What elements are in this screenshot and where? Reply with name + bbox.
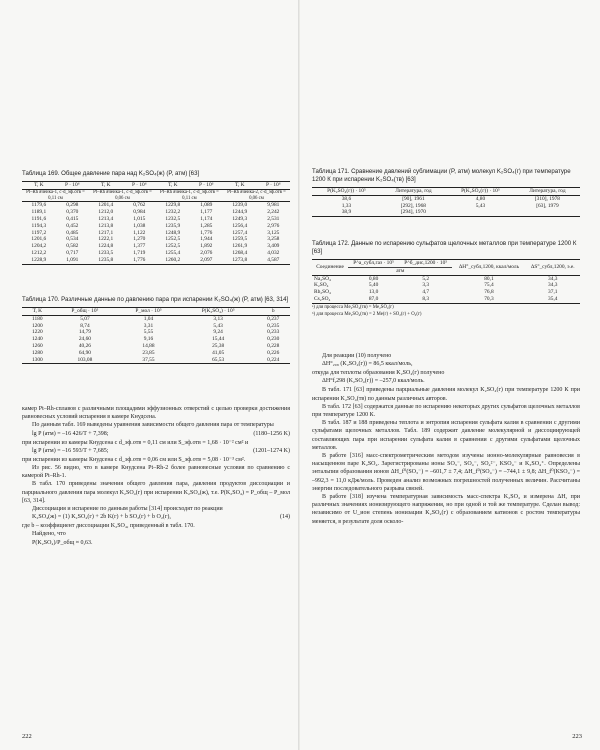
table-cell: 3,258 [267, 236, 280, 243]
equation-lgp-1: lg P (атм) = –16 426/T + 7,398; (1180–1256 K) [32, 430, 290, 437]
table-cell: 8,74 [80, 322, 90, 329]
table-cell: 24,60 [78, 336, 91, 343]
table-cell: 1233,5 [98, 249, 114, 256]
table-cell: K₂SO₄ [314, 282, 329, 289]
table-cell: 1179,6 [31, 202, 47, 209]
table-cell: 2,097 [190, 257, 223, 264]
table-cell: 103,08 [53, 357, 117, 364]
left-paragraph-5: Из рис. 56 видно, что в камере Кнудсена Pt–Rh-2 более равновесные условия по сравнению с камерой Pt–Rh-1. [22, 465, 290, 480]
right-paragraph-3: В табл. 171 [63] приведены парциальные давления молекул K₂SO₄(г) при температуре 1200 К при испарении K₂SO₄(тв) по данным различных авторов. [312, 387, 580, 402]
table-cell: 1,038 [133, 222, 146, 229]
table-170-caption: Таблица 170. Различные данные по давлению пара при испарении K₂SO₄(ж) (P, атм) [63, 314] [22, 296, 289, 303]
table-170-block [22, 296, 290, 364]
left-paragraph-7: Диссоциация и испарение по данным работы [314] происходят по реакции [32, 506, 223, 513]
t172-header-unit: атм [348, 267, 452, 275]
t170-row [22, 336, 290, 343]
t171-row [312, 203, 580, 210]
t170-header-pmol: P_мол · 10⁵ [117, 308, 180, 316]
left-paragraph-4: при испарении из камеры Кнудсена c d_эф.отв = 0,06 см или S_эф.отв = 5,08 · 10⁻³ см². [22, 456, 246, 463]
table-cell: 35,4 [526, 296, 580, 303]
t172-row [312, 275, 580, 282]
t169-col-t-1: T, K [22, 182, 56, 190]
table-cell: 1204,2 [31, 243, 47, 250]
equation-dh-298: ΔH°₂₉₈ (K₂SO₄(г)) = 86,5 ккал/моль, [322, 361, 413, 368]
table-cell: 40,26 [78, 342, 91, 349]
t169-col-t-2: T, K [89, 182, 123, 190]
table-cell [446, 209, 515, 216]
table-cell: 3,125 [267, 229, 280, 236]
table-cell: 1273,8 [223, 257, 257, 264]
page-number-right: 223 [572, 733, 582, 740]
table-cell: 1300 [22, 357, 53, 364]
table-cell: 1222,1 [98, 236, 114, 243]
table-cell: 1229,8 [165, 202, 181, 209]
right-paragraph-5: В табл. 187 и 188 приведены теплота и энтропия испарения сульфата калия в сравнении с другими сульфатами щелочных металлов. Табл. 189 содержит давление молекулярной и диссоциирующей составляющих пара при испарении сульфата калия в сравнении с другими сульфатами щелочных металлов. [312, 420, 580, 451]
t172-row [312, 289, 580, 296]
equation-ratio: P(K₂SO₄)/P_общ ≈ 0,63. [32, 539, 93, 546]
table-cell: 8,3 [399, 296, 452, 303]
table-cell: 87,0 [348, 296, 399, 303]
right-paragraph-1: Для реакции (10) получено [322, 353, 392, 359]
table-cell: 2,976 [267, 222, 280, 229]
t172-header-ds: ΔS°_субл,1200, э.е. [526, 260, 580, 276]
table-cell: 1232,2 [165, 209, 181, 216]
table-cell: 5,43 [213, 322, 223, 329]
t172-header-dh: ΔH°_субл,1200, ккал/моль [452, 260, 525, 276]
table-cell: 1197,2 [31, 229, 47, 236]
table-cell: 1249,3 [232, 215, 248, 222]
table-cell: 0,226 [267, 349, 280, 356]
table-cell: 9,981 [267, 202, 280, 209]
t169-row [22, 216, 290, 223]
equation-lgp-2: lg P (атм) = –16 593/T + 7,685; (1201–1274 K) [32, 447, 290, 454]
table-cell: 76,8 [484, 289, 494, 296]
table-cell: 3,3 [422, 282, 430, 289]
table-cell: 1191,6 [31, 215, 47, 222]
table-cell: 1,04 [143, 315, 154, 322]
table-cell: 25,38 [212, 342, 225, 349]
table-cell: 1,776 [200, 229, 213, 236]
right-paragraph-6: В работе [316] масс-спектрометрическим методом изучены ионно-молекулярные равновесия в насыщенном паре K₂SO₄. Зарегистрированы ионы SO₃⁻, SO₄⁻, SO₄²⁻, KSO₄⁻ и K₃SO₄⁺. Определены энтальпии образования ионов ΔH_f⁰(SO₃⁻) = –601,7 ± 7,4; ΔH_f⁰(SO₄⁻) = –744,1 ± 9,8; ΔH_f⁰(KSO₄⁻) = –992,3 = 11,0 кДж/моль. Проведен анализ возможных погрешностей полученных величин. Рассчитаны энергии последовательного разрыва связей. [312, 453, 580, 492]
table-cell: 1,892 [200, 243, 213, 250]
table-cell: [310], 1978 [534, 195, 560, 202]
t172-row [312, 296, 580, 303]
t169-cell-group-4: Pt–Rh ячейка-2, c·d_эф.отв = 0,06 см [223, 189, 290, 202]
table-cell: 4,032 [267, 249, 280, 256]
left-paragraph-9: Найдено, что [32, 531, 66, 538]
t169-col-t-4: T, K [223, 182, 257, 190]
table-cell: 0,485 [66, 229, 79, 236]
t170-row [22, 343, 290, 350]
table-cell: 1224,8 [98, 243, 114, 250]
table-cell: 37,1 [548, 289, 558, 296]
left-paragraph-8: где b – коэффициент диссоциации K₂SO₄, приведенный в табл. 170. [22, 523, 195, 530]
table-cell: 1252,5 [165, 243, 181, 250]
table-cell: 1,719 [133, 249, 146, 256]
table-cell: 34,3 [548, 275, 558, 282]
table-cell: 1200 [31, 322, 43, 329]
t169-row [22, 209, 290, 216]
page-number-left: 222 [22, 733, 32, 740]
table-cell: 1212,2 [31, 249, 47, 256]
t170-header-pk2so4: P(K₂SO₄) · 10⁵ [180, 308, 257, 316]
table-cell: 1228,9 [22, 257, 56, 264]
t171-header-p-1: P(K₂SO₄(г)) · 10⁵ [312, 188, 381, 196]
table-cell: 0,452 [66, 222, 79, 229]
table-cell: 1,776 [123, 257, 156, 264]
table-170 [22, 307, 290, 364]
table-cell: 5,07 [80, 315, 90, 322]
table-cell: 1252,5 [165, 236, 181, 243]
t170-row [22, 315, 290, 322]
t170-header-t: T, K [22, 308, 53, 316]
table-cell: 3,13 [213, 315, 223, 322]
t172-note-b: ᵇ) для процесса Me₂SO₄(тв) = 2 Me(г) + SO₂(г) + O₂(г) [312, 311, 422, 317]
table-cell: 1280 [31, 349, 43, 356]
t170-header-ptotal: P_общ · 10⁵ [53, 308, 117, 316]
table-169 [22, 181, 290, 265]
table-cell: 5,40 [368, 282, 379, 289]
table-cell: 1248,9 [165, 229, 181, 236]
t172-header-pdis: P^б_дис,1200 · 10⁵ [399, 260, 452, 268]
table-cell: 3,409 [267, 243, 280, 250]
table-cell: 0,298 [66, 202, 79, 209]
table-cell: 2,531 [267, 215, 280, 222]
table-cell: 0,80 [368, 275, 379, 282]
table-cell: 5,55 [143, 329, 154, 336]
table-cell: [90], 1961 [402, 195, 425, 202]
table-cell: 2,242 [267, 209, 280, 216]
table-169-caption: Таблица 169. Общее давление пара над K₂SO₄(ж) (P, атм) [63] [22, 170, 200, 177]
table-cell: 3,31 [143, 322, 154, 329]
table-cell: 15,44 [212, 336, 225, 343]
table-cell: 4,587 [257, 257, 290, 264]
table-cell: 1240 [31, 336, 43, 343]
t169-row [22, 243, 290, 250]
t171-header-ref-2: Литература, год [515, 188, 580, 196]
t171-row [312, 195, 580, 202]
table-cell: 0,370 [66, 209, 79, 216]
left-body-text [22, 405, 290, 548]
left-paragraph-6: В табл. 170 приведены значения общего давления пара, давления продуктов диссоциации и парциального давления пара молекул K₂SO₄(г) при испарении K₂SO₄(ж), т.е. P(K₂SO₄) = P_общ – P_мол [63, 314]. [22, 481, 290, 504]
table-cell: 1180 [32, 315, 43, 322]
table-cell: 0,984 [133, 209, 146, 216]
table-cell: 1,944 [200, 236, 213, 243]
table-cell: 9,16 [143, 336, 154, 343]
table-cell: 0,230 [267, 336, 280, 343]
right-paragraph-2: откуда для теплоты образования K₂SO₄(г) получено [312, 370, 445, 377]
table-cell: 1255,4 [165, 249, 181, 256]
table-cell: 1256,4 [232, 222, 248, 229]
left-paragraph-2: По данным табл. 169 выведены уравнения зависимости общего давления пара от температуры [32, 422, 274, 429]
t171-header-p-2: P(K₂SO₄(г)) · 10⁵ [446, 188, 515, 196]
table-cell: 1260 [31, 342, 43, 349]
table-cell: 1235,9 [165, 222, 181, 229]
t170-row [22, 323, 290, 330]
table-cell: 0,235 [267, 322, 280, 329]
table-cell: 1220 [31, 329, 43, 336]
t169-cell-group-1: Pt–Rh ячейка-1, c·d_эф.отв = 0,11 см [22, 189, 89, 202]
table-cell: 1201,4 [98, 202, 114, 209]
table-cell: 1,089 [200, 202, 213, 209]
table-cell [515, 209, 580, 216]
table-cell: 1260,2 [156, 257, 190, 264]
table-cell: 1235,8 [89, 257, 123, 264]
table-cell: 2,076 [200, 249, 213, 256]
table-cell: 23,85 [142, 349, 155, 356]
table-cell: 34,3 [548, 282, 558, 289]
table-cell: 5,2 [422, 275, 430, 282]
table-cell: 0,228 [267, 342, 280, 349]
table-cell: 75,4 [484, 282, 494, 289]
table-cell: 1239,0 [232, 202, 248, 209]
table-cell: 1257,4 [232, 229, 248, 236]
table-cell: 9,24 [213, 329, 223, 336]
t170-row [22, 350, 290, 357]
t172-header-psubl: P^a_субл,газ · 10⁵ [348, 260, 399, 268]
table-cell: 1213,8 [98, 222, 114, 229]
t172-header-compound: Соединение [312, 260, 348, 276]
table-cell: [294], 1970 [381, 209, 446, 216]
t169-col-p-1: P · 10⁶ [56, 182, 89, 190]
table-cell: 0,534 [66, 236, 79, 243]
t169-row [22, 250, 290, 257]
table-cell: 1,33 [341, 202, 352, 209]
table-cell: [63], 1979 [536, 202, 559, 209]
t169-col-p-4: P · 10⁶ [257, 182, 290, 190]
t170-header-b: b [256, 308, 290, 316]
table-171-caption: Таблица 171. Сравнение давлений сублимации (P, атм) молекул K₂SO₄(г) при температуре 1200 К при испарении K₂SO₄(тв) [63] [312, 168, 571, 183]
table-171 [312, 187, 580, 217]
t169-row [22, 230, 290, 237]
table-cell: 1,285 [200, 222, 213, 229]
t170-row [22, 329, 290, 336]
table-cell: 1201,6 [31, 236, 47, 243]
t169-row [22, 202, 290, 209]
table-cell: 1259,5 [232, 236, 248, 243]
table-169-block [22, 170, 290, 265]
table-cell: 0,237 [267, 315, 280, 322]
table-cell: 41,05 [212, 349, 225, 356]
table-172-block [312, 240, 580, 318]
table-cell: [292], 1968 [400, 202, 426, 209]
table-cell: 38,6 [341, 195, 352, 202]
left-paragraph-1: камер Pt–Rh-сплавов с различными площадями эффузионных отверстий с целью проверки достижения равновесных условий испарения в камере Кнудсена. [22, 406, 290, 421]
table-cell: 1268,4 [232, 249, 248, 256]
t169-row [22, 257, 290, 264]
t169-col-t-3: T, K [156, 182, 190, 190]
table-cell: 1244,9 [232, 209, 248, 216]
t172-row [312, 282, 580, 289]
right-page [300, 0, 600, 750]
equation-reaction-14: K₂SO₄(ж) = (1) K₂SO₄(г) + 2b K(г) + b SO₂(г) + b O₂(г), (14) [32, 514, 290, 521]
right-paragraph-7: В работе [318] изучена температурная зависимость масс-спектра K₂SO₄ и измерена ΔH, при различных значениях ионизирующего напряжения, но при одной и той же температуре. Сделан вывод: независимо от U_ион степень ионизации K₂SO₄(г) с образованием катионов с ростом температуры меняется, в результате доля осколо- [312, 494, 580, 525]
table-cell: Na₂SO₄ [314, 275, 331, 282]
table-cell: 1194,3 [31, 222, 47, 229]
table-cell: 0,233 [267, 329, 280, 336]
table-cell: 14,79 [78, 329, 91, 336]
table-cell: 1212,0 [98, 209, 114, 216]
table-cell: 1,377 [133, 243, 146, 250]
table-cell: 13,0 [368, 289, 379, 296]
table-cell: 1,091 [56, 257, 89, 264]
table-cell: 1232,5 [165, 215, 181, 222]
t169-col-p-3: P · 10⁶ [190, 182, 223, 190]
t171-header-ref-1: Литература, год [381, 188, 446, 196]
table-cell: 1,122 [133, 229, 146, 236]
table-cell: Cs₂SO₄ [312, 296, 348, 303]
right-body-text [312, 352, 580, 526]
table-cell: 1217,1 [98, 229, 114, 236]
table-cell: 1,015 [133, 215, 146, 222]
t172-note-a: ᵃ) для процесса Me₂SO₄(тв) = Me₂SO₄(г) [312, 304, 394, 310]
right-paragraph-4: В табл. 172 [63] содержатся данные по испарению некоторых других сульфатов щелочных металлов при температуре 1200 К. [312, 403, 580, 419]
table-cell: 0,415 [66, 215, 79, 222]
left-paragraph-3: при испарении из камеры Кнудсена c d_эф.отв = 0,11 см или S_эф.отв = 1,68 · 10⁻² см² и [22, 439, 249, 446]
table-cell: 0,582 [66, 243, 79, 250]
table-cell: 1,174 [200, 215, 213, 222]
table-cell: 1,270 [133, 236, 146, 243]
t169-col-p-2: P · 10⁶ [123, 182, 156, 190]
t171-row [312, 209, 580, 216]
table-cell: Rb₂SO₄ [314, 289, 331, 296]
table-cell: 0,224 [256, 357, 290, 364]
table-cell: 5,43 [475, 202, 486, 209]
t169-cell-group-3: Pt–Rh ячейка-1, c·d_эф.отв = 0,11 см [156, 189, 223, 202]
table-cell: 65,53 [180, 357, 257, 364]
table-cell: 37,55 [117, 357, 180, 364]
table-171-block [312, 168, 580, 217]
table-cell: 14,88 [142, 342, 155, 349]
table-172 [312, 259, 580, 304]
equation-dhf-298: ΔH°f,298 (K₂SO₄(г)) = –257,0 ккал/моль. [322, 378, 425, 385]
table-172-caption: Таблица 172. Данные по испарению сульфатов щелочных металлов при температуре 1200 К [63] [312, 240, 577, 255]
table-cell: 38,9 [312, 209, 381, 216]
table-cell: 64,90 [78, 349, 91, 356]
table-cell: 1189,1 [31, 209, 47, 216]
t169-row [22, 223, 290, 230]
t170-row [22, 357, 290, 364]
table-cell: 4,7 [422, 289, 430, 296]
table-cell: 1213,4 [98, 215, 114, 222]
table-cell: 1,177 [200, 209, 213, 216]
table-cell: 70,3 [452, 296, 525, 303]
t169-cell-group-2: Pt–Rh ячейка-1, c·d_эф.отв = 0,06 см [89, 189, 156, 202]
t169-row [22, 236, 290, 243]
table-cell: 0,717 [66, 249, 79, 256]
table-cell: 0,762 [133, 202, 146, 209]
table-cell: 80,1 [484, 275, 494, 282]
table-cell: 4,80 [475, 195, 486, 202]
table-cell: 1261,9 [232, 243, 248, 250]
